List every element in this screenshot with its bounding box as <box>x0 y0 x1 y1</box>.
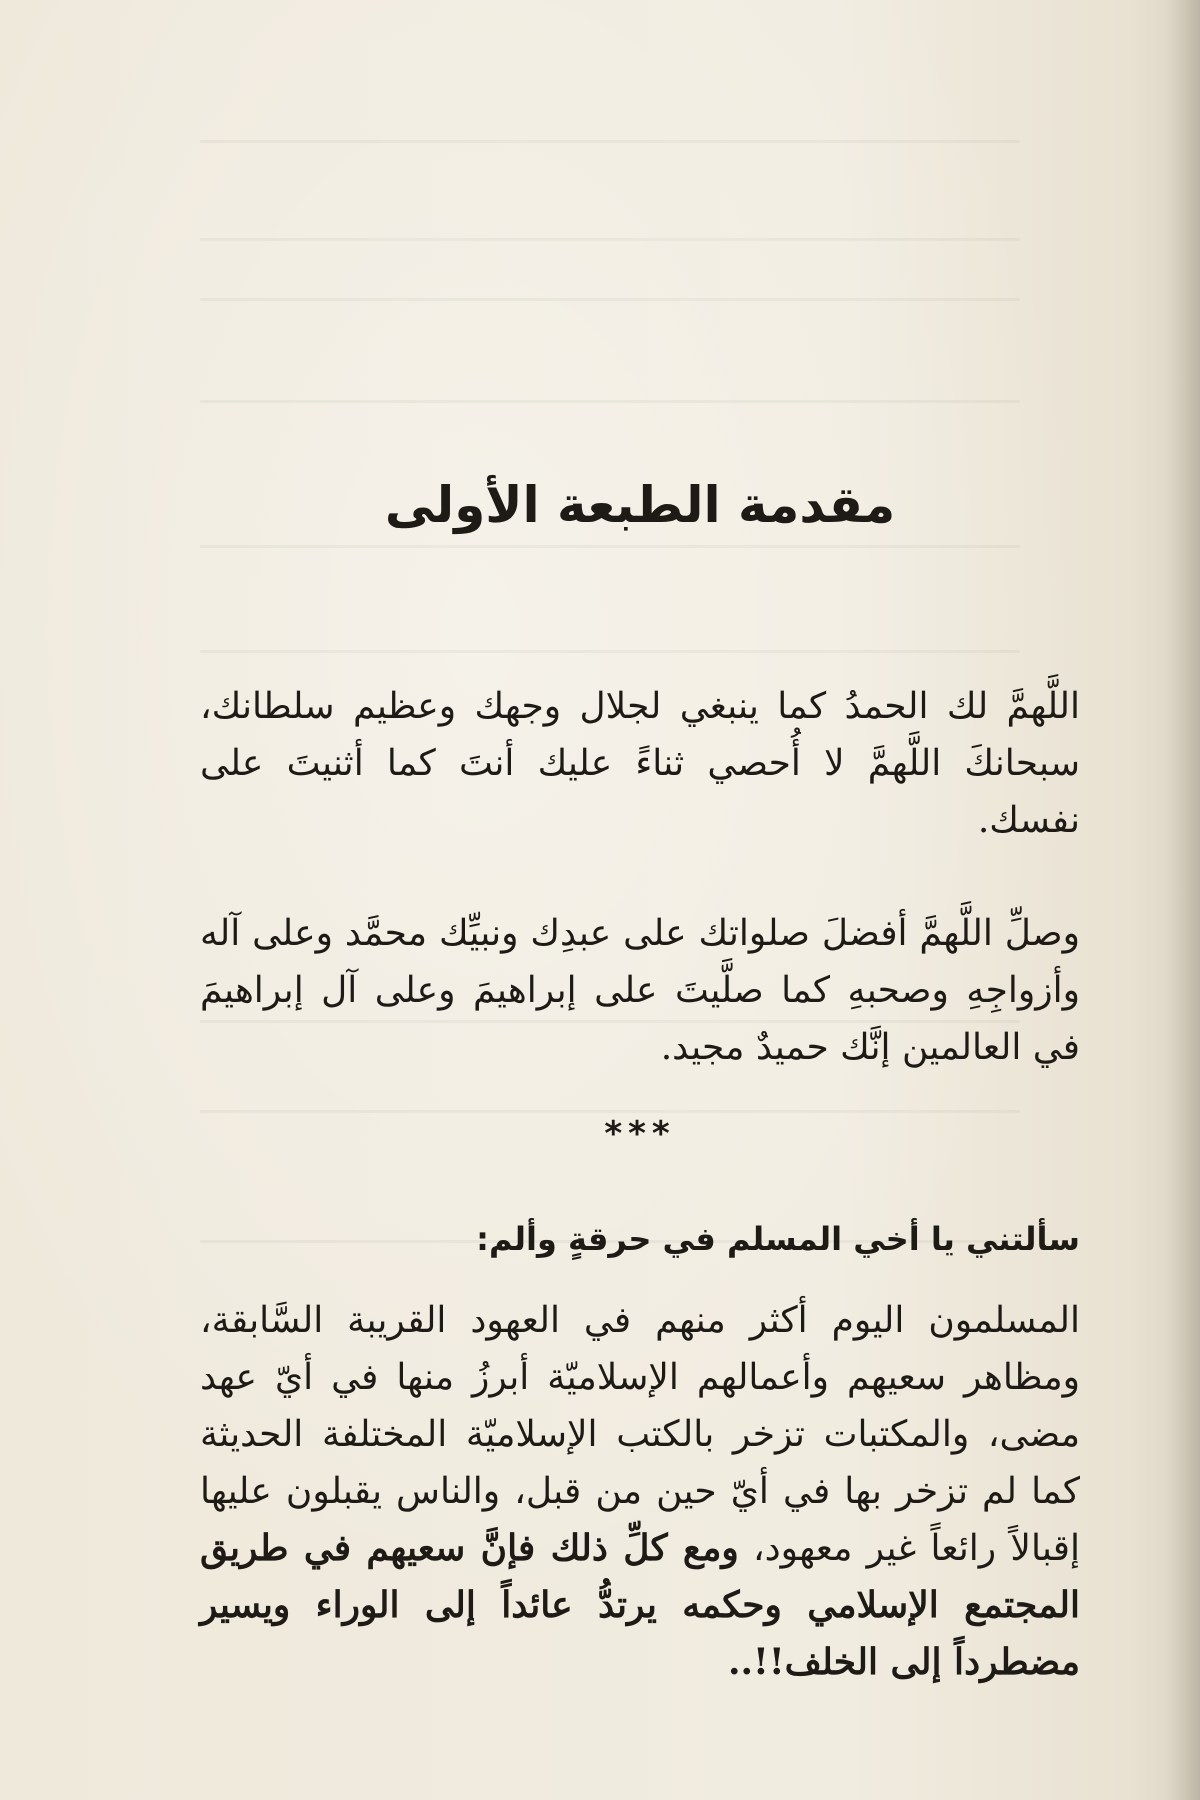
salutation-paragraph: وصلِّ اللَّهمَّ أفضلَ صلواتك على عبدِك ونبيِّك محمَّد وعلى آله وأزواجِهِ وصحبهِ كما صلَّيتَ على إبراهيمَ وعلى آل إبراهيمَ في العالمين إنَّك حميدٌ مجيد. <box>200 913 1080 1068</box>
body-text: المسلمون اليوم أكثر منهم في العهود القريبة السَّابقة، ومظاهر سعيهم وأعمالهم الإسلاميّة أبرزُ منها في أيّ عهد مضى، والمكتبات تزخر بالكتب الإسلاميّة المختلفة الحديثة كما لم تزخر بها في أيّ حين من قبل، والناس يقبلون عليها إقبالاً رائعاً غير معهود، <box>200 1300 1080 1569</box>
page-content <box>200 470 1080 1691</box>
page-edge-shadow <box>1166 0 1200 1800</box>
bleed-through-line <box>200 238 1020 241</box>
page-title: مقدمة الطبعة الأولى <box>384 476 896 534</box>
opening-praise-paragraph: اللَّهمَّ لك الحمدُ كما ينبغي لجلال وجهك وعظيم سلطانك، سبحانكَ اللَّهمَّ لا أُحصي ثناءً عليك أنتَ كما أثنيتَ على نفسك. <box>200 686 1080 841</box>
bleed-through-line <box>200 400 1020 403</box>
body-paragraph <box>200 1292 1080 1691</box>
section-separator: *** <box>604 1114 676 1154</box>
bleed-through-line <box>200 298 1020 301</box>
bleed-through-line <box>200 140 1020 143</box>
question-heading: سألتني يا أخي المسلم في حرقةٍ وألم: <box>476 1220 1080 1258</box>
body-text-conclusion: ومع كلِّ ذلك فإنَّ سعيهم في طريق المجتمع الإسلامي وحكمه يرتدُّ عائداً إلى الوراء ويسير مضطرداً إلى الخلف!!.. <box>200 1527 1080 1683</box>
